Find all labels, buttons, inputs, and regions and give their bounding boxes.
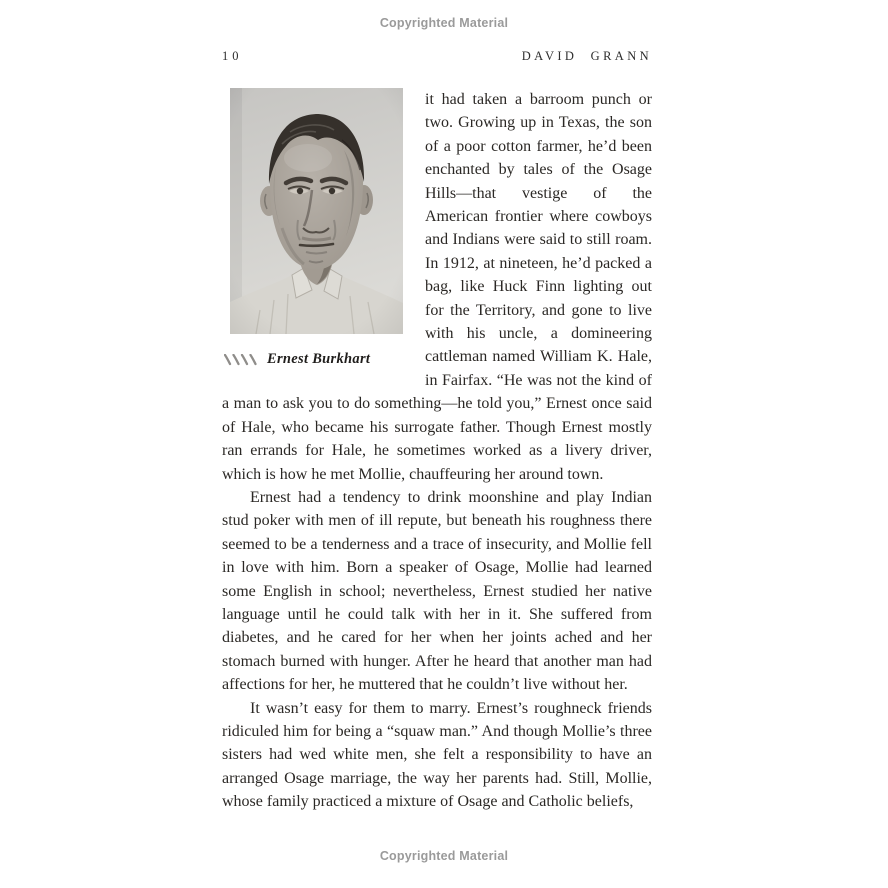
figure-ernest-burkhart: [222, 88, 403, 386]
body-text-block: [222, 88, 652, 814]
portrait-photo: [230, 88, 403, 334]
figure-caption-row: [224, 348, 403, 371]
page-number: 10: [222, 49, 243, 63]
copyright-notice-top: Copyrighted Material: [379, 16, 509, 30]
paragraph-1: it had taken a barroom punch or two. Growing up in Texas, the son of a poor cotton farmer, he’d been enchanted by tales of the Osage Hills—that vestige of the American frontier where cowboys and Indians were said to still roam. In 1912, at nineteen, he’d packed a bag, like Huck Finn lighting out for the Territory, and gone to live with his uncle, a domineering cattleman named William K. Hale, in Fairfax. “He was not the kind of a man to ask you to do something—he told you,” Ernest once said of Hale, who became his surrogate father. Though Ernest mostly ran errands for Hale, he sometimes worked as a livery driver, which is how he met Mollie, chauffeuring her around town.: [222, 91, 652, 483]
figure-caption: Ernest Burkhart: [267, 351, 371, 367]
paragraph-3: It wasn’t easy for them to marry. Ernest’s roughneck friends ridiculed him for being a “squaw man.” And though Mollie’s three sisters had wed white men, she felt a responsibility to have an arranged Osage marriage, the way her parents had. Still, Mollie, whose family practiced a mixture of Osage and Catholic beliefs,: [222, 699, 652, 811]
caption-tick-marks-icon: [224, 354, 258, 366]
paragraph-2: Ernest had a tendency to drink moonshine and play Indian stud poker with men of ill repute, but beneath his roughness there seemed to be a tenderness and a trace of insecurity, and Mollie fell in love with him. Born a speaker of Osage, Mollie had learned some English in school; nevertheless, Ernest studied her native language until he could talk with her in it. She suffered from diabetes, and he cared for her when her joints ached and her stomach burned with hunger. After he heard that another man had affections for her, he muttered that he couldn’t live without her.: [222, 488, 652, 694]
copyright-notice-bottom: Copyrighted Material: [379, 849, 509, 863]
running-header-author: DAVID GRANN: [521, 49, 652, 63]
running-header: [222, 49, 652, 64]
